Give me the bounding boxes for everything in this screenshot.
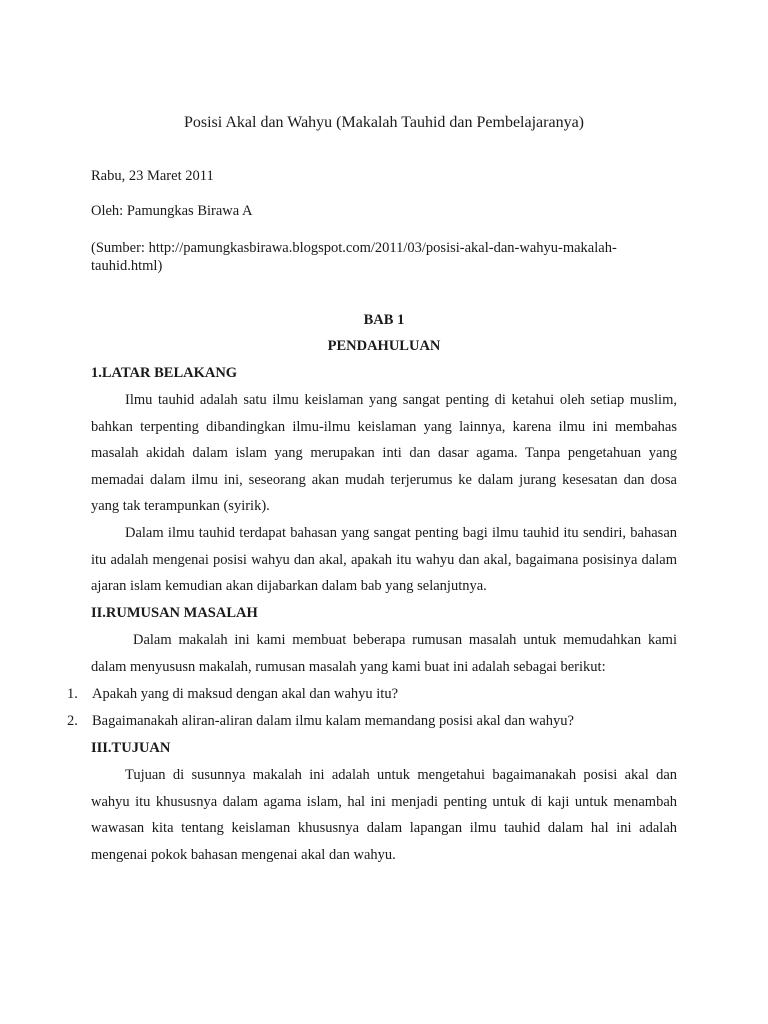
document-source: (Sumber: http://pamungkasbirawa.blogspot.com/2011/03/posisi-akal-dan-wahyu-makalah-tauhid.html) bbox=[91, 240, 617, 274]
list-item-number: 1. bbox=[67, 686, 78, 702]
paragraph-latar-1: Ilmu tauhid adalah satu ilmu keislaman yang sangat penting di ketahui oleh setiap muslim, bahkan terpenting dibandingkan ilmu-ilmu keislaman yang lainnya, karena ilmu ini membahas masalah akidah dalam islam yang merupakan inti dan dasar agama. Tanpa pengetahuan yang memadai dalam ilmu ini, seseorang akan mudah terjerumus ke dalam jurang kesesatan dan dosa yang tak terampunkan (syirik). bbox=[91, 392, 677, 514]
section-heading-tujuan: III.TUJUAN bbox=[91, 740, 171, 756]
list-item-text: Bagaimanakah aliran-aliran dalam ilmu kalam memandang posisi akal dan wahyu? bbox=[92, 713, 574, 729]
document-author: Oleh: Pamungkas Birawa A bbox=[91, 203, 253, 219]
chapter-title: PENDAHULUAN bbox=[327, 338, 441, 354]
paragraph-rumusan-1: Dalam makalah ini kami membuat beberapa rumusan masalah untuk memudahkan kami dalam menyususn makalah, rumusan masalah yang kami buat ini adalah sebagai berikut: bbox=[91, 632, 677, 675]
document-title: Posisi Akal dan Wahyu (Makalah Tauhid dan Pembelajaranya) bbox=[183, 114, 584, 131]
list-item bbox=[67, 686, 687, 703]
chapter-number: BAB 1 bbox=[363, 312, 405, 328]
paragraph-tujuan-1: Tujuan di susunnya makalah ini adalah untuk mengetahui bagaimanakah posisi akal dan wahyu itu khususnya dalam agama islam, hal ini menjadi penting untuk di kaji untuk menambah wawasan kita tentang keislaman khususnya dalam lapangan ilmu tauhid dalam hal ini adalah mengenai pokok bahasan mengenai akal dan wahyu. bbox=[91, 767, 677, 863]
section-heading-latar-belakang: 1.LATAR BELAKANG bbox=[91, 365, 238, 381]
list-item-text: Apakah yang di maksud dengan akal dan wahyu itu? bbox=[92, 686, 399, 702]
list-item-number: 2. bbox=[67, 713, 78, 729]
document-date: Rabu, 23 Maret 2011 bbox=[91, 168, 214, 184]
paragraph-latar-2: Dalam ilmu tauhid terdapat bahasan yang sangat penting bagi ilmu tauhid itu sendiri, bahasan itu adalah mengenai posisi wahyu dan akal, apakah itu wahyu dan akal, bagaimana posisinya dalam ajaran islam kemudian akan dijabarkan dalam bab yang selanjutnya. bbox=[91, 525, 677, 594]
list-item bbox=[67, 713, 687, 730]
section-heading-rumusan-masalah: II.RUMUSAN MASALAH bbox=[91, 605, 258, 621]
